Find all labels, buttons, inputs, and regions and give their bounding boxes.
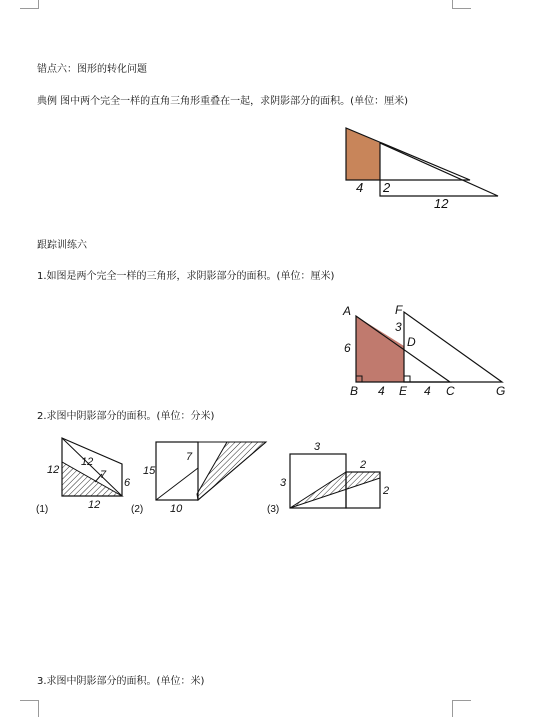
q2-figure-2 (131, 442, 266, 515)
q1-label-B: B (350, 384, 359, 398)
q2-fig2-label-15: 15 (143, 465, 156, 477)
q1-label-E: E (399, 384, 408, 398)
q1-label-G: G (496, 384, 506, 398)
example-label-4: 4 (356, 180, 364, 195)
q1-figure (340, 300, 515, 400)
q1-right-angle-e (404, 376, 410, 382)
page-corner-mark (452, 0, 471, 9)
page-corner-mark (20, 700, 39, 717)
q1-triangle-feg (404, 312, 502, 382)
q2-fig2-label-7: 7 (186, 451, 193, 463)
practice-title: 跟踪训练六 (37, 240, 87, 251)
q2-fig2-label-10: 10 (170, 503, 183, 515)
q2-fig3-label-2-top: 2 (360, 459, 367, 471)
q1-label-6: 6 (344, 341, 351, 355)
example-label-12: 12 (434, 196, 449, 211)
q2-fig1-label-12-diag: 12 (81, 456, 94, 468)
example-shaded-region (346, 128, 380, 180)
example-figure (340, 122, 505, 212)
question-2-text: 2.求图中阴影部分的面积。(单位：分米) (37, 411, 215, 422)
q2-fig3-caption: (3) (267, 504, 280, 515)
q2-fig1-label-7: 7 (100, 469, 107, 481)
example-triangle-lower (380, 143, 498, 196)
q1-label-4a: 4 (378, 384, 385, 398)
q2-fig1-label-6: 6 (124, 477, 131, 489)
q2-fig3-label-3-top: 3 (314, 441, 321, 453)
section-title: 错点六：图形的转化问题 (37, 64, 147, 75)
q1-label-C: C (446, 384, 455, 398)
question-1-text: 1.如图是两个完全一样的三角形，求阴影部分的面积。(单位：厘米) (37, 271, 335, 282)
q2-figures (30, 432, 400, 520)
q2-figure-1 (36, 438, 131, 515)
q2-fig1-label-12-left: 12 (47, 464, 60, 476)
q1-label-A: A (343, 304, 352, 318)
page-corner-mark (20, 0, 39, 9)
q1-label-3: 3 (395, 320, 402, 334)
q2-figure-3 (267, 441, 389, 515)
q2-fig2-diagonal (156, 468, 198, 500)
question-3-text: 3.求图中阴影部分的面积。(单位：米) (37, 676, 205, 687)
q1-label-D: D (407, 335, 416, 349)
q1-label-F: F (395, 303, 403, 317)
q2-fig1-caption: (1) (36, 504, 49, 515)
q2-fig3-shaded (290, 472, 380, 508)
q2-fig3-label-2-right: 2 (383, 485, 390, 497)
q2-fig1-label-12-bottom: 12 (88, 499, 101, 511)
q1-label-4b: 4 (424, 384, 431, 398)
q2-fig3-label-3-left: 3 (280, 477, 287, 489)
example-label-2: 2 (383, 180, 391, 195)
page-corner-mark (452, 700, 471, 717)
q2-fig2-caption: (2) (131, 504, 144, 515)
example-text: 典例 图中两个完全一样的直角三角形重叠在一起，求阴影部分的面积。(单位：厘米) (37, 96, 408, 107)
